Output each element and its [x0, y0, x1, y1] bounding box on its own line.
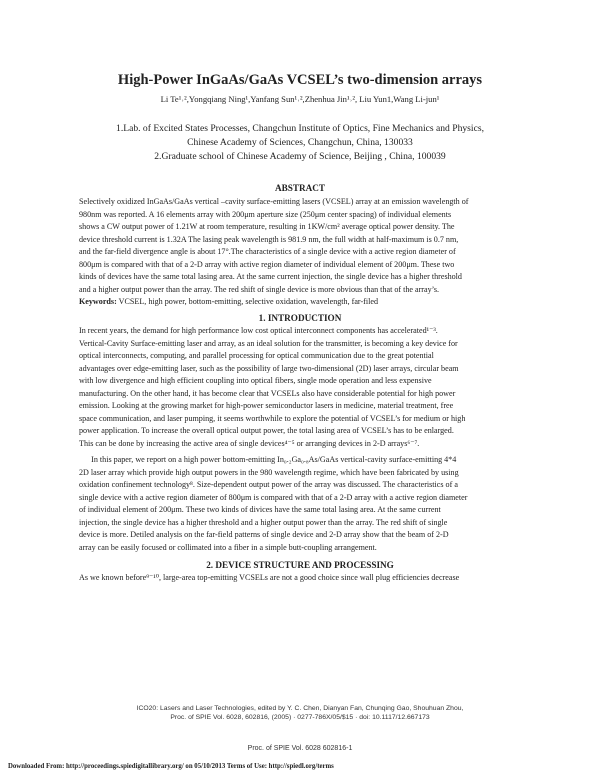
abstract-line: shows a CW output power of 1.21W at room temperature, resulting in 1KW/cm² average optical power density. The	[79, 222, 455, 231]
intro-line: advantages over edge-emitting laser, such as the possibility of large two-dimensional (2D) laser arrays, circular beam	[79, 363, 459, 373]
section-2-heading: 2. DEVICE STRUCTURE AND PROCESSING	[206, 560, 394, 570]
introduction-paragraph-1	[79, 325, 523, 450]
intro-line: This can be done by increasing the active area of single devices⁴⁻⁵ or arranging devices in 2-D arrays⁶⁻⁷.	[79, 438, 420, 448]
section-2-line: As we known before⁹⁻¹⁰, large-area top-emitting VCSELs are not a good choice since wall plug efficiencies decrease	[79, 573, 460, 582]
intro-line: In this paper, we report on a high power bottom-emitting In₀.₂Ga₀.₈As/GaAs vertical-cavity surface-emitting 4*4	[79, 455, 457, 464]
intro-line: Vertical-Cavity Surface-emitting laser and array, as an ideal solution for the transmitter, is becoming a key device for	[79, 338, 458, 348]
intro-line: 2D laser array which provide high output powers in the 980 wavelength regime, which have been fabricated by using	[79, 467, 459, 477]
introduction-paragraph-2	[79, 454, 523, 554]
conference-citation	[0, 704, 600, 722]
intro-line: with low divergence and high efficient coupling into optical fibers, single mode operation and less expensive	[79, 376, 432, 385]
introduction-heading: 1. INTRODUCTION	[258, 313, 342, 323]
page-footer: Proc. of SPIE Vol. 6028 602816-1	[247, 745, 353, 752]
affiliation-line-2: Chinese Academy of Sciences, Changchun, China, 130033	[187, 137, 413, 148]
abstract-line: and the far-field divergence angle is about 17°.The characteristics of a single device with a active region diameter of	[79, 247, 456, 256]
citation-line-1: ICO20: Lasers and Laser Technologies, edited by Y. C. Chen, Dianyan Fan, Chunqing Gao, Shouhuan Zhou,	[136, 705, 464, 712]
abstract-line: kinds of devices have the same total lasing area. At the same current injection, the single device has a higher threshold	[79, 272, 462, 281]
citation-line-2: Proc. of SPIE Vol. 6028, 602816, (2005) · 0277-786X/05/$15 · doi: 10.1117/12.667173	[170, 714, 430, 721]
intro-line: oxidation confinement technology⁸. Size-dependent output power of the array was discussed. The characteristics of a	[79, 480, 458, 489]
abstract-line: and a higher output power than the array. The red shift of single device is more obvious than that of the array’s.	[79, 284, 440, 294]
keywords-label: Keywords:	[79, 297, 117, 306]
download-notice: Downloaded From: http://proceedings.spiedigitallibrary.org/ on 05/10/2013 Terms of Use: http://spiedl.org/terms	[8, 763, 334, 770]
keywords-text: VCSEL, high power, bottom-emitting, selective oxidation, wavelength, far-filed	[116, 297, 378, 306]
abstract-line: Selectively oxidized InGaAs/GaAs vertical –cavity surface-emitting lasers (VCSEL) array at an emission wavelength of	[79, 197, 469, 206]
intro-line: device is more. Detiled analysis on the far-field patterns of single device and 2-D array show that the beam of 2-D	[79, 530, 449, 539]
paper-title: High-Power InGaAs/GaAs VCSEL’s two-dimension arrays	[117, 72, 483, 88]
intro-line: In recent years, the demand for high performance low cost optical interconnect components has accelerated¹⁻³.	[79, 326, 438, 335]
intro-line: manufacturing. On the other hand, it has become clear that VCSELs also have considerable potential for high power	[79, 388, 456, 398]
abstract-line: device threshold current is 1.32A The lasing peak wavelength is 981.9 nm, the full width at half-maximum is 0.7 nm,	[79, 234, 459, 244]
author-list: Li Te¹˒²,Yongqiang Ning¹,Yanfang Sun¹˒²,Zhenhua Jin¹˒², Liu Yun1,Wang Li-jun¹	[160, 94, 440, 104]
intro-line: emission. Looking at the growing market for high-power semiconductor lasers in medicine, material treatment, free	[79, 401, 454, 410]
abstract-line: 800μm is compared with that of a 2-D array with active region diameter of individual element of 200μm. These two	[79, 259, 455, 269]
affiliation-line-1: 1.Lab. of Excited States Processes, Changchun Institute of Optics, Fine Mechanics and Physics,	[116, 123, 484, 134]
intro-line: injection, the single device has a higher threshold and a higher output power than the array. The red shift of single	[79, 517, 448, 527]
intro-line: array can be easily focused or collimated into a fiber in a simple butt-coupling arrangement.	[79, 542, 377, 552]
affiliation-line-3: 2.Graduate school of Chinese Academy of Science, Beijing , China, 100039	[154, 151, 446, 162]
section-2-body	[79, 572, 523, 585]
intro-line: optical interconnects, computing, and parallel processing for optical communication due to the great potential	[79, 351, 434, 360]
intro-line: power application. To increase the overall optical output power, the total lasing area of VCSEL’s has to be enlarged.	[79, 426, 454, 435]
abstract-body	[79, 196, 523, 309]
abstract-line: 980nm was reported. A 16 elements array with 200μm aperture size (250μm center spacing) of individual elements	[79, 209, 452, 219]
keywords-line	[79, 296, 523, 309]
intro-line: space communication, and laser pumping, it seems worthwhile to explore the potential of VCSEL’s for medium or high	[79, 413, 466, 423]
abstract-heading: ABSTRACT	[274, 183, 326, 193]
intro-line: single device with a active region diameter of 800μm is compared with that of a 2-D array with a active region diameter	[79, 492, 468, 502]
intro-line: of individual element of 200μm. These two kinds of divices have the same total lasing area. At the same current	[79, 505, 441, 514]
